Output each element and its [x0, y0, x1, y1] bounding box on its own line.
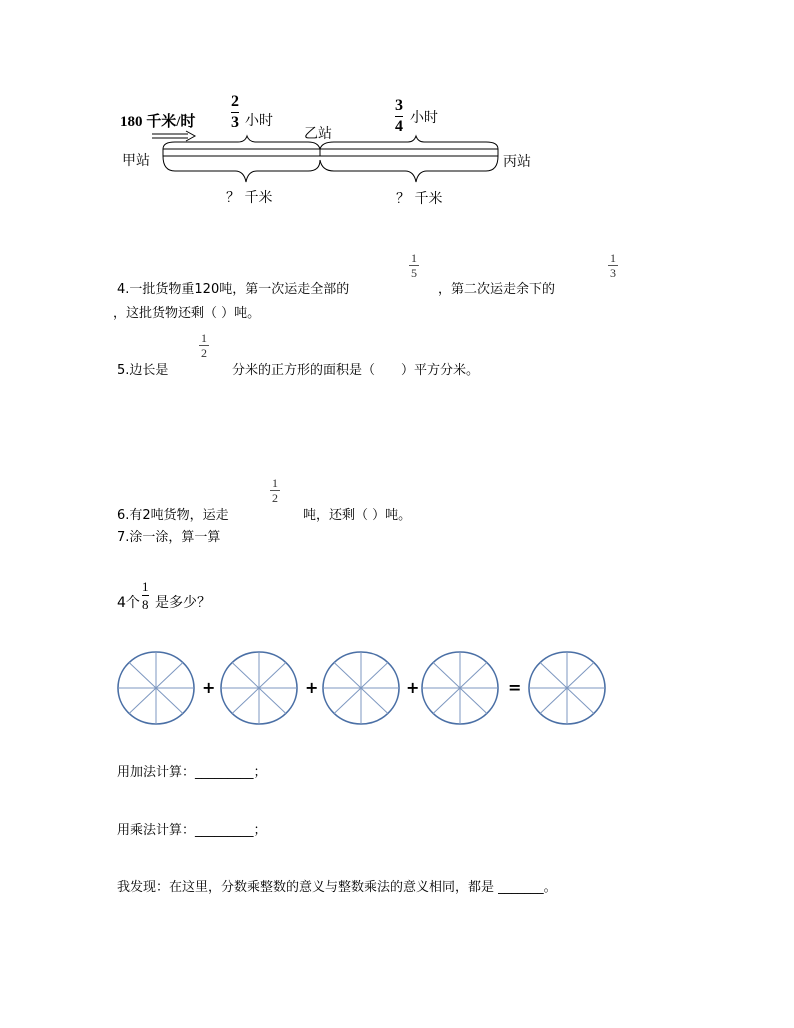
- q4-text-part1: 4.一批货物重120吨，第一次运走全部的: [117, 282, 350, 297]
- q7-prompt-post: 是多少？: [155, 595, 211, 611]
- unknown-distance-1: ？ 千米: [226, 190, 273, 206]
- time2-fraction: 3 4: [395, 97, 403, 135]
- multiplication-answer-line[interactable]: 用乘法计算：_________；: [117, 823, 267, 838]
- speed-label: 180 千米/时: [120, 114, 196, 130]
- q6-text-part2: 吨，还剩（ ）吨。: [303, 508, 412, 523]
- circle-result[interactable]: [529, 652, 605, 724]
- q4-fraction-1: 1 5: [411, 251, 417, 280]
- station-c-label: 丙站: [503, 154, 531, 170]
- circle-3[interactable]: [323, 652, 399, 724]
- time2-unit: 小时: [410, 110, 438, 126]
- q5-text-part2: 分米的正方形的面积是（ ）平方分米。: [232, 363, 480, 378]
- station-a-label: 甲站: [122, 153, 150, 169]
- station-b-label: 乙站: [304, 126, 332, 142]
- plus-sign-3: +: [406, 678, 420, 697]
- q4-text-part2: ，第二次运走余下的: [438, 282, 556, 297]
- circle-4[interactable]: [422, 652, 498, 724]
- q5-fraction: 1 2: [201, 331, 207, 360]
- time1-fraction: 2 3: [231, 93, 239, 131]
- circle-2[interactable]: [221, 652, 297, 724]
- plus-sign-1: +: [202, 678, 216, 697]
- q6-fraction: 1 2: [272, 476, 278, 505]
- discovery-answer-line[interactable]: 我发现：在这里，分数乘整数的意义与整数乘法的意义相同，都是 _______。: [117, 880, 557, 895]
- plus-sign-2: +: [305, 678, 319, 697]
- q4-fraction-2: 1 3: [610, 251, 616, 280]
- q7-prompt-fraction: 1 8: [142, 579, 149, 612]
- addition-answer-line[interactable]: 用加法计算：_________；: [117, 765, 267, 780]
- q4-text-part3: ，这批货物还剩（ ）吨。: [113, 306, 261, 321]
- q5-text-part1: 5.边长是: [117, 363, 169, 378]
- q6-text-part1: 6.有2吨货物，运走: [117, 508, 229, 523]
- q7-title: 7.涂一涂，算一算: [117, 530, 221, 545]
- q7-prompt-pre: 4个: [117, 595, 140, 611]
- circle-1[interactable]: [118, 652, 194, 724]
- unknown-distance-2: ？ 千米: [396, 191, 443, 207]
- equals-sign: =: [508, 678, 522, 697]
- time1-unit: 小时: [245, 113, 273, 129]
